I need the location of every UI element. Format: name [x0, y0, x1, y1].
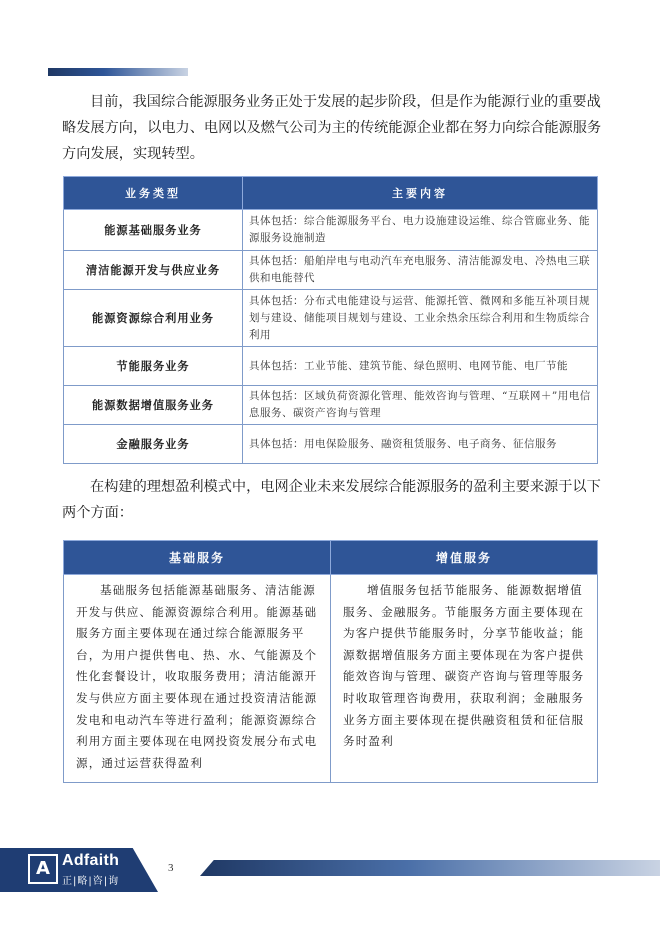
header-basic-service: 基础服务 [64, 541, 331, 575]
adfaith-logo-icon: A [28, 854, 58, 884]
business-type-cell: 金融服务业务 [64, 425, 243, 464]
business-content-cell: 具体包括：区域负荷资源化管理、能效咨询与管理、“互联网＋”用电信息服务、碳资产咨询与管理 [243, 386, 598, 425]
profit-paragraph: 在构建的理想盈利模式中，电网企业未来发展综合能源服务的盈利主要来源于以下两个方面： [62, 479, 601, 521]
intro-paragraph: 目前，我国综合能源服务业务正处于发展的起步阶段，但是作为能源行业的重要战略发展方向，以电力、电网以及燃气公司为主的传统能源企业都在努力向综合能源服务方向发展，实现转型。 [62, 94, 602, 162]
business-type-cell: 能源基础服务业务 [64, 210, 243, 251]
business-type-cell: 能源数据增值服务业务 [64, 386, 243, 425]
table-row [64, 251, 598, 290]
business-type-cell: 节能服务业务 [64, 347, 243, 386]
table-header-row [64, 541, 598, 575]
logo-chinese-name: 正|略|咨|询 [62, 876, 120, 887]
table-row [64, 210, 598, 251]
table-row [64, 347, 598, 386]
value-added-service-description: 增值服务包括节能服务、能源数据增值服务、金融服务。节能服务方面主要体现在为客户提供节能服务时，分享节能收益；能源数据增值服务方面主要体现在为客户提供能效咨询与管理、碳资产咨询与管理等服务时收取管理咨询费用，获取利润；金融服务业务方面主要体现在提供融资租赁和征信服务时盈利 [331, 575, 598, 783]
header-business-type: 业务类型 [64, 177, 243, 210]
business-content-cell: 具体包括：工业节能、建筑节能、绿色照明、电网节能、电厂节能 [243, 347, 598, 386]
table-header-row [64, 177, 598, 210]
business-type-cell: 能源资源综合利用业务 [64, 290, 243, 347]
business-content-cell: 具体包括：船舶岸电与电动汽车充电服务、清洁能源发电、冷热电三联供和电能替代 [243, 251, 598, 290]
business-content-cell: 具体包括：用电保险服务、融资租赁服务、电子商务、征信服务 [243, 425, 598, 464]
top-accent-bar [48, 68, 188, 76]
business-content-cell: 具体包括：分布式电能建设与运营、能源托管、微网和多能互补项目规划与建设、储能项目规划与建设、工业余热余压综合利用和生物质综合利用 [243, 290, 598, 347]
page-number: 3 [168, 862, 174, 874]
business-type-table [63, 176, 598, 464]
basic-service-description: 基础服务包括能源基础服务、清洁能源开发与供应、能源资源综合利用。能源基础服务方面主要体现在通过综合能源服务平台，为用户提供售电、热、水、气能源及个性化套餐设计，收取服务费用；清洁能源开发与供应方面主要体现在通过投资清洁能源发电和电动汽车等进行盈利；能源资源综合利用方面主要体现在电网投资发展分布式电源，通过运营获得盈利 [64, 575, 331, 783]
footer-accent-bar [200, 860, 660, 876]
profit-model-table [63, 540, 598, 783]
business-content-cell: 具体包括：综合能源服务平台、电力设施建设运维、综合管廊业务、能源服务设施制造 [243, 210, 598, 251]
table-row [64, 575, 598, 783]
table-row [64, 425, 598, 464]
business-type-cell: 清洁能源开发与供应业务 [64, 251, 243, 290]
table-row [64, 290, 598, 347]
header-value-added-service: 增值服务 [331, 541, 598, 575]
logo-english-name: Adfaith [62, 852, 120, 869]
header-main-content: 主要内容 [243, 177, 598, 210]
table-row [64, 386, 598, 425]
